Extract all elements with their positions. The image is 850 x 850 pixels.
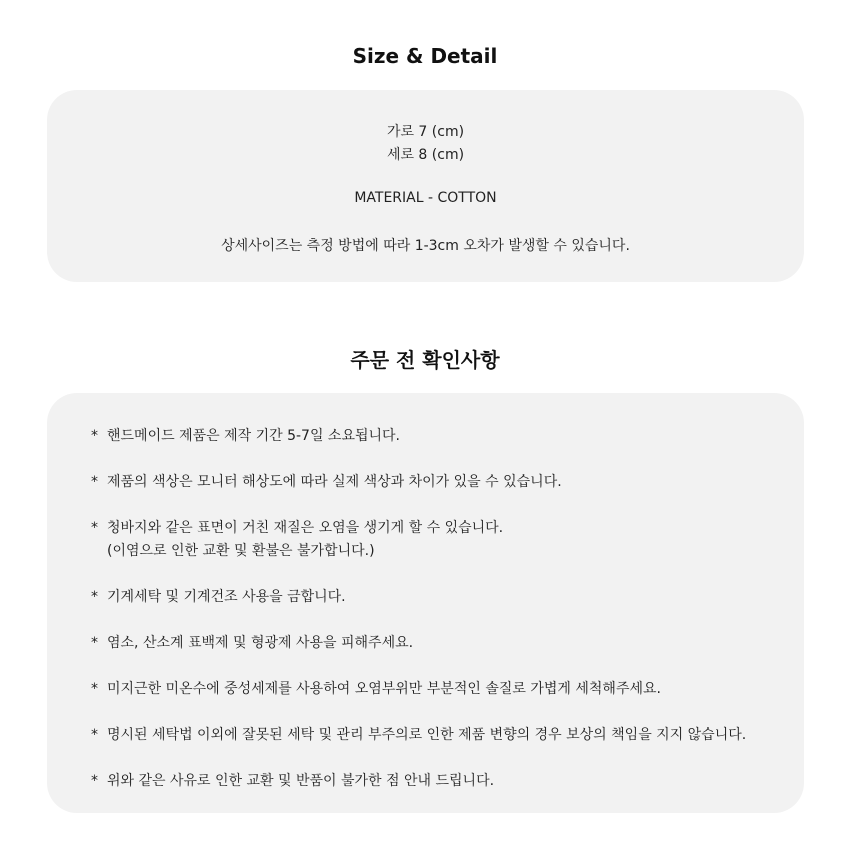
- bullet-star: *: [91, 727, 98, 743]
- notice-text: 제품의 색상은 모니터 해상도에 따라 실제 색상과 차이가 있을 수 있습니다.: [107, 474, 562, 490]
- notice-text: 기계세탁 및 기계건조 사용을 금합니다.: [107, 589, 346, 605]
- size-tolerance-note: 상세사이즈는 측정 방법에 따라 1-3cm 오차가 발생할 수 있습니다.: [221, 238, 630, 254]
- size-detail-title: Size & Detail: [352, 44, 498, 68]
- size-height-text: 세로 8 (cm): [386, 147, 465, 163]
- bullet-star: *: [91, 589, 98, 605]
- notice-text: 염소, 산소계 표백제 및 형광제 사용을 피해주세요.: [107, 635, 414, 651]
- bullet-star: *: [91, 773, 98, 789]
- notice-subtext: (이염으로 인한 교환 및 환불은 불가합니다.): [107, 543, 375, 559]
- bullet-star: *: [91, 681, 98, 697]
- notice-text: 미지근한 미온수에 중성세제를 사용하여 오염부위만 부분적인 솔질로 가볍게 세척해주세요.: [107, 681, 661, 697]
- bullet-star: *: [91, 428, 98, 444]
- order-notice-card: [47, 393, 804, 813]
- notice-text: 위와 같은 사유로 인한 교환 및 반품이 불가한 점 안내 드립니다.: [107, 773, 495, 789]
- material-text: MATERIAL - COTTON: [354, 190, 497, 206]
- bullet-star: *: [91, 635, 98, 651]
- notice-text: 핸드메이드 제품은 제작 기간 5-7일 소요됩니다.: [107, 428, 400, 444]
- order-notice-title: 주문 전 확인사항: [350, 348, 500, 372]
- bullet-star: *: [91, 520, 98, 536]
- bullet-star: *: [91, 474, 98, 490]
- size-detail-card: [47, 90, 804, 282]
- notice-text: 청바지와 같은 표면이 거친 재질은 오염을 생기게 할 수 있습니다.: [107, 520, 504, 536]
- size-width-text: 가로 7 (cm): [386, 124, 465, 140]
- notice-text: 명시된 세탁법 이외에 잘못된 세탁 및 관리 부주의로 인한 제품 변향의 경우 보상의 책임을 지지 않습니다.: [107, 727, 747, 743]
